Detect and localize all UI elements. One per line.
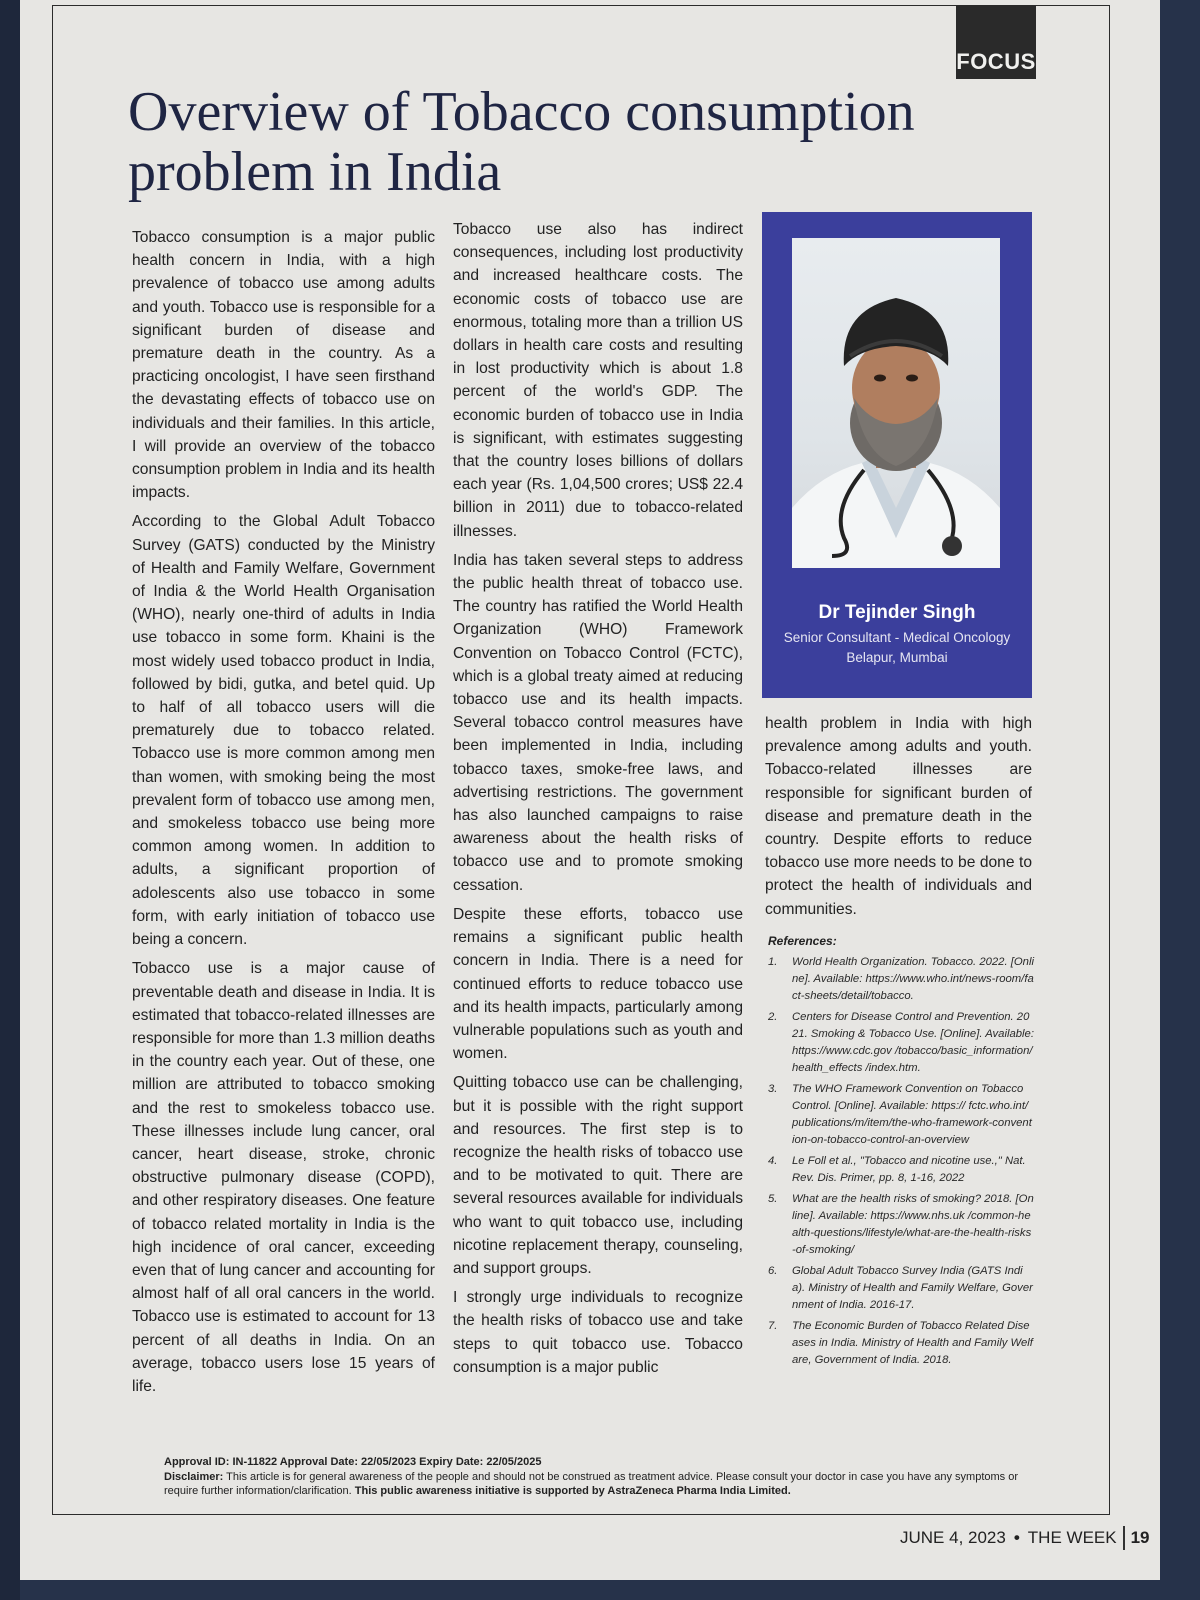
reference-item (768, 954, 1034, 1005)
paragraph: Quitting tobacco use can be challenging, but it is possible with the right support and resources. The first step is to recognize the health risks of tobacco use and to be motivated to quit. There are several resources available for individuals who want to quit tobacco use, including nicotine replacement therapy, counseling, and support groups. (453, 1074, 743, 1277)
footer-divider (1123, 1526, 1125, 1550)
disclaimer (164, 1470, 1044, 1498)
section-label: FOCUS (956, 5, 1036, 79)
author-location: Belapur, Mumbai (846, 650, 948, 665)
page-footer (900, 1526, 1150, 1550)
page-edge-shadow (0, 0, 20, 1600)
reference-text: Centers for Disease Control and Prevention. 2021. Smoking & Tobacco Use. [Online]. Available: https://www.cdc.gov /tobacco/basic_information/health_effects /index.htm. (792, 1011, 1034, 1074)
doctor-portrait-icon (792, 238, 1000, 568)
reference-item (768, 1153, 1034, 1187)
reference-text: Global Adult Tobacco Survey India (GATS India). Ministry of Health and Family Welfare, Government of India. 2016-17. (792, 1265, 1033, 1311)
reference-item (768, 1081, 1034, 1149)
reference-number: 2. (768, 1011, 778, 1023)
paragraph: I strongly urge individuals to recognize the health risks of tobacco use and take steps to quit tobacco use. Tobacco consumption is a major public (453, 1289, 743, 1376)
paragraph: According to the Global Adult Tobacco Survey (GATS) conducted by the Ministry of Health and Family Welfare, Government of India & the World Health Organisation (WHO), nearly one-third of adults in India use tobacco in some form. Khaini is the most widely used tobacco product in India, followed by bidi, gutka, and betel quid. Up to half of all tobacco users will die prematurely due to tobacco related. Tobacco use is more common among men than women, with smoking being the most prevalent form of tobacco use among men, and smokeless tobacco use being more common among women. In addition to adults, a significant proportion of adolescents also use tobacco in some form, with early initiation of tobacco use being a concern. (132, 513, 435, 949)
author-box (762, 212, 1032, 698)
page-number: 19 (1130, 1528, 1150, 1547)
article-column-3 (765, 712, 1032, 927)
references-heading: References: (768, 934, 837, 948)
reference-item (768, 1318, 1034, 1369)
reference-number: 7. (768, 1320, 778, 1332)
reference-item (768, 1263, 1034, 1314)
disclaimer-label: Disclaimer: (164, 1471, 224, 1483)
author-role: Senior Consultant - Medical Oncology (783, 630, 1011, 645)
reference-text: The WHO Framework Convention on Tobacco Control. [Online]. Available: https:// fctc.who.int/publications/m/item/the-who-framework-convention-on-tobacco-control-an-overview (792, 1083, 1032, 1146)
reference-number: 5. (768, 1193, 778, 1205)
reference-text: Le Foll et al., "Tobacco and nicotine use.," Nat. Rev. Dis. Primer, pp. 8, 1-16, 2022 (792, 1155, 1026, 1184)
reference-item (768, 1009, 1034, 1077)
issue-date: JUNE 4, 2023 (900, 1528, 1006, 1547)
article-title: Overview of Tobacco consumption problem in India (128, 81, 915, 203)
paragraph: Tobacco use also has indirect consequences, including lost productivity and increased healthcare costs. The economic costs of tobacco use are enormous, totaling more than a trillion US dollars in health care costs and resulting in lost productivity which is about 1.8 percent of the world's GDP. The economic burden of tobacco use in India is significant, with estimates suggesting that the country loses billions of dollars each year (Rs. 1,04,500 crores; US$ 22.4 billion in 2011) due to tobacco-related illnesses. (453, 221, 743, 540)
author-name: Dr Tejinder Singh (818, 602, 976, 623)
approval-line: Approval ID: IN-11822 Approval Date: 22/05/2023 Expiry Date: 22/05/2025 (164, 1456, 542, 1468)
article-column-2 (453, 218, 743, 1385)
article-column-1 (132, 226, 435, 1404)
reference-text: World Health Organization. Tobacco. 2022. [Online]. Available: https://www.who.int/news-room/fact-sheets/detail/tobacco. (792, 956, 1034, 1002)
reference-item (768, 1191, 1034, 1259)
paragraph: Tobacco consumption is a major public health concern in India, with a high prevalence of tobacco use among adults and youth. Tobacco use is responsible for a significant burden of disease and premature death in the country. As a practicing oncologist, I have seen firsthand the devastating effects of tobacco use on individuals and their families. In this article, I will provide an overview of the tobacco consumption problem in India and its health impacts. (132, 229, 435, 502)
references-list (768, 954, 1034, 1373)
reference-number: 4. (768, 1155, 778, 1167)
paragraph: India has taken several steps to address the public health threat of tobacco use. The country has ratified the World Health Organization (WHO) Framework Convention on Tobacco Control (FCTC), which is a global treaty aimed at reducing tobacco use and its health impacts. Several tobacco control measures have been implemented in India, including tobacco taxes, smoke-free laws, and advertising restrictions. The government has also launched campaigns to raise awareness about the health risks of tobacco use and to promote smoking cessation. (453, 551, 743, 894)
magazine-name: THE WEEK (1027, 1528, 1117, 1547)
reference-number: 3. (768, 1083, 778, 1095)
reference-number: 1. (768, 956, 778, 968)
paragraph: Tobacco use is a major cause of preventable death and disease in India. It is estimated that tobacco-related illnesses are responsible for more than 1.3 million deaths in the country each year. Out of these, one million are attributed to tobacco smoking and the rest to smokeless tobacco use. These illnesses include lung cancer, oral cancer, heart disease, stroke, chronic obstructive pulmonary disease (COPD), and other respiratory diseases. One feature of tobacco related mortality in India is the high incidence of oral cancer, exceeding even that of lung cancer and accounting for almost half of all oral cancers in the world. Tobacco use is estimated to account for 13 percent of all deaths in India. On an average, tobacco users lose 15 years of life. (132, 960, 435, 1395)
disclaimer-text: This article is for general awareness of the people and should not be construed as treatment advice. Please consult your doctor in case you have any symptoms or require further information/clarification. (164, 1471, 1018, 1497)
paragraph: Despite these efforts, tobacco use remains a significant public health concern in India. There is a need for continued efforts to reduce tobacco use and its health impacts, particularly among vulnerable populations such as youth and women. (453, 905, 743, 1063)
support-text: This public awareness initiative is supported by AstraZeneca Pharma India Limited. (354, 1485, 791, 1497)
reference-number: 6. (768, 1265, 778, 1277)
reference-text: The Economic Burden of Tobacco Related Diseases in India. Ministry of Health and Family Welfare, Government of India. 2018. (792, 1320, 1033, 1366)
paragraph: health problem in India with high prevalence among adults and youth. Tobacco-related illnesses are responsible for significant burden of disease and premature death in the country. Despite efforts to reduce tobacco use more needs to be done to protect the health of individuals and communities. (765, 715, 1032, 918)
footer-bullet: • (1013, 1528, 1020, 1547)
reference-text: What are the health risks of smoking? 2018. [Online]. Available: https://www.nhs.uk /common-health-questions/lifestyle/what-are-the-health-risks-of-smoking/ (792, 1193, 1034, 1256)
